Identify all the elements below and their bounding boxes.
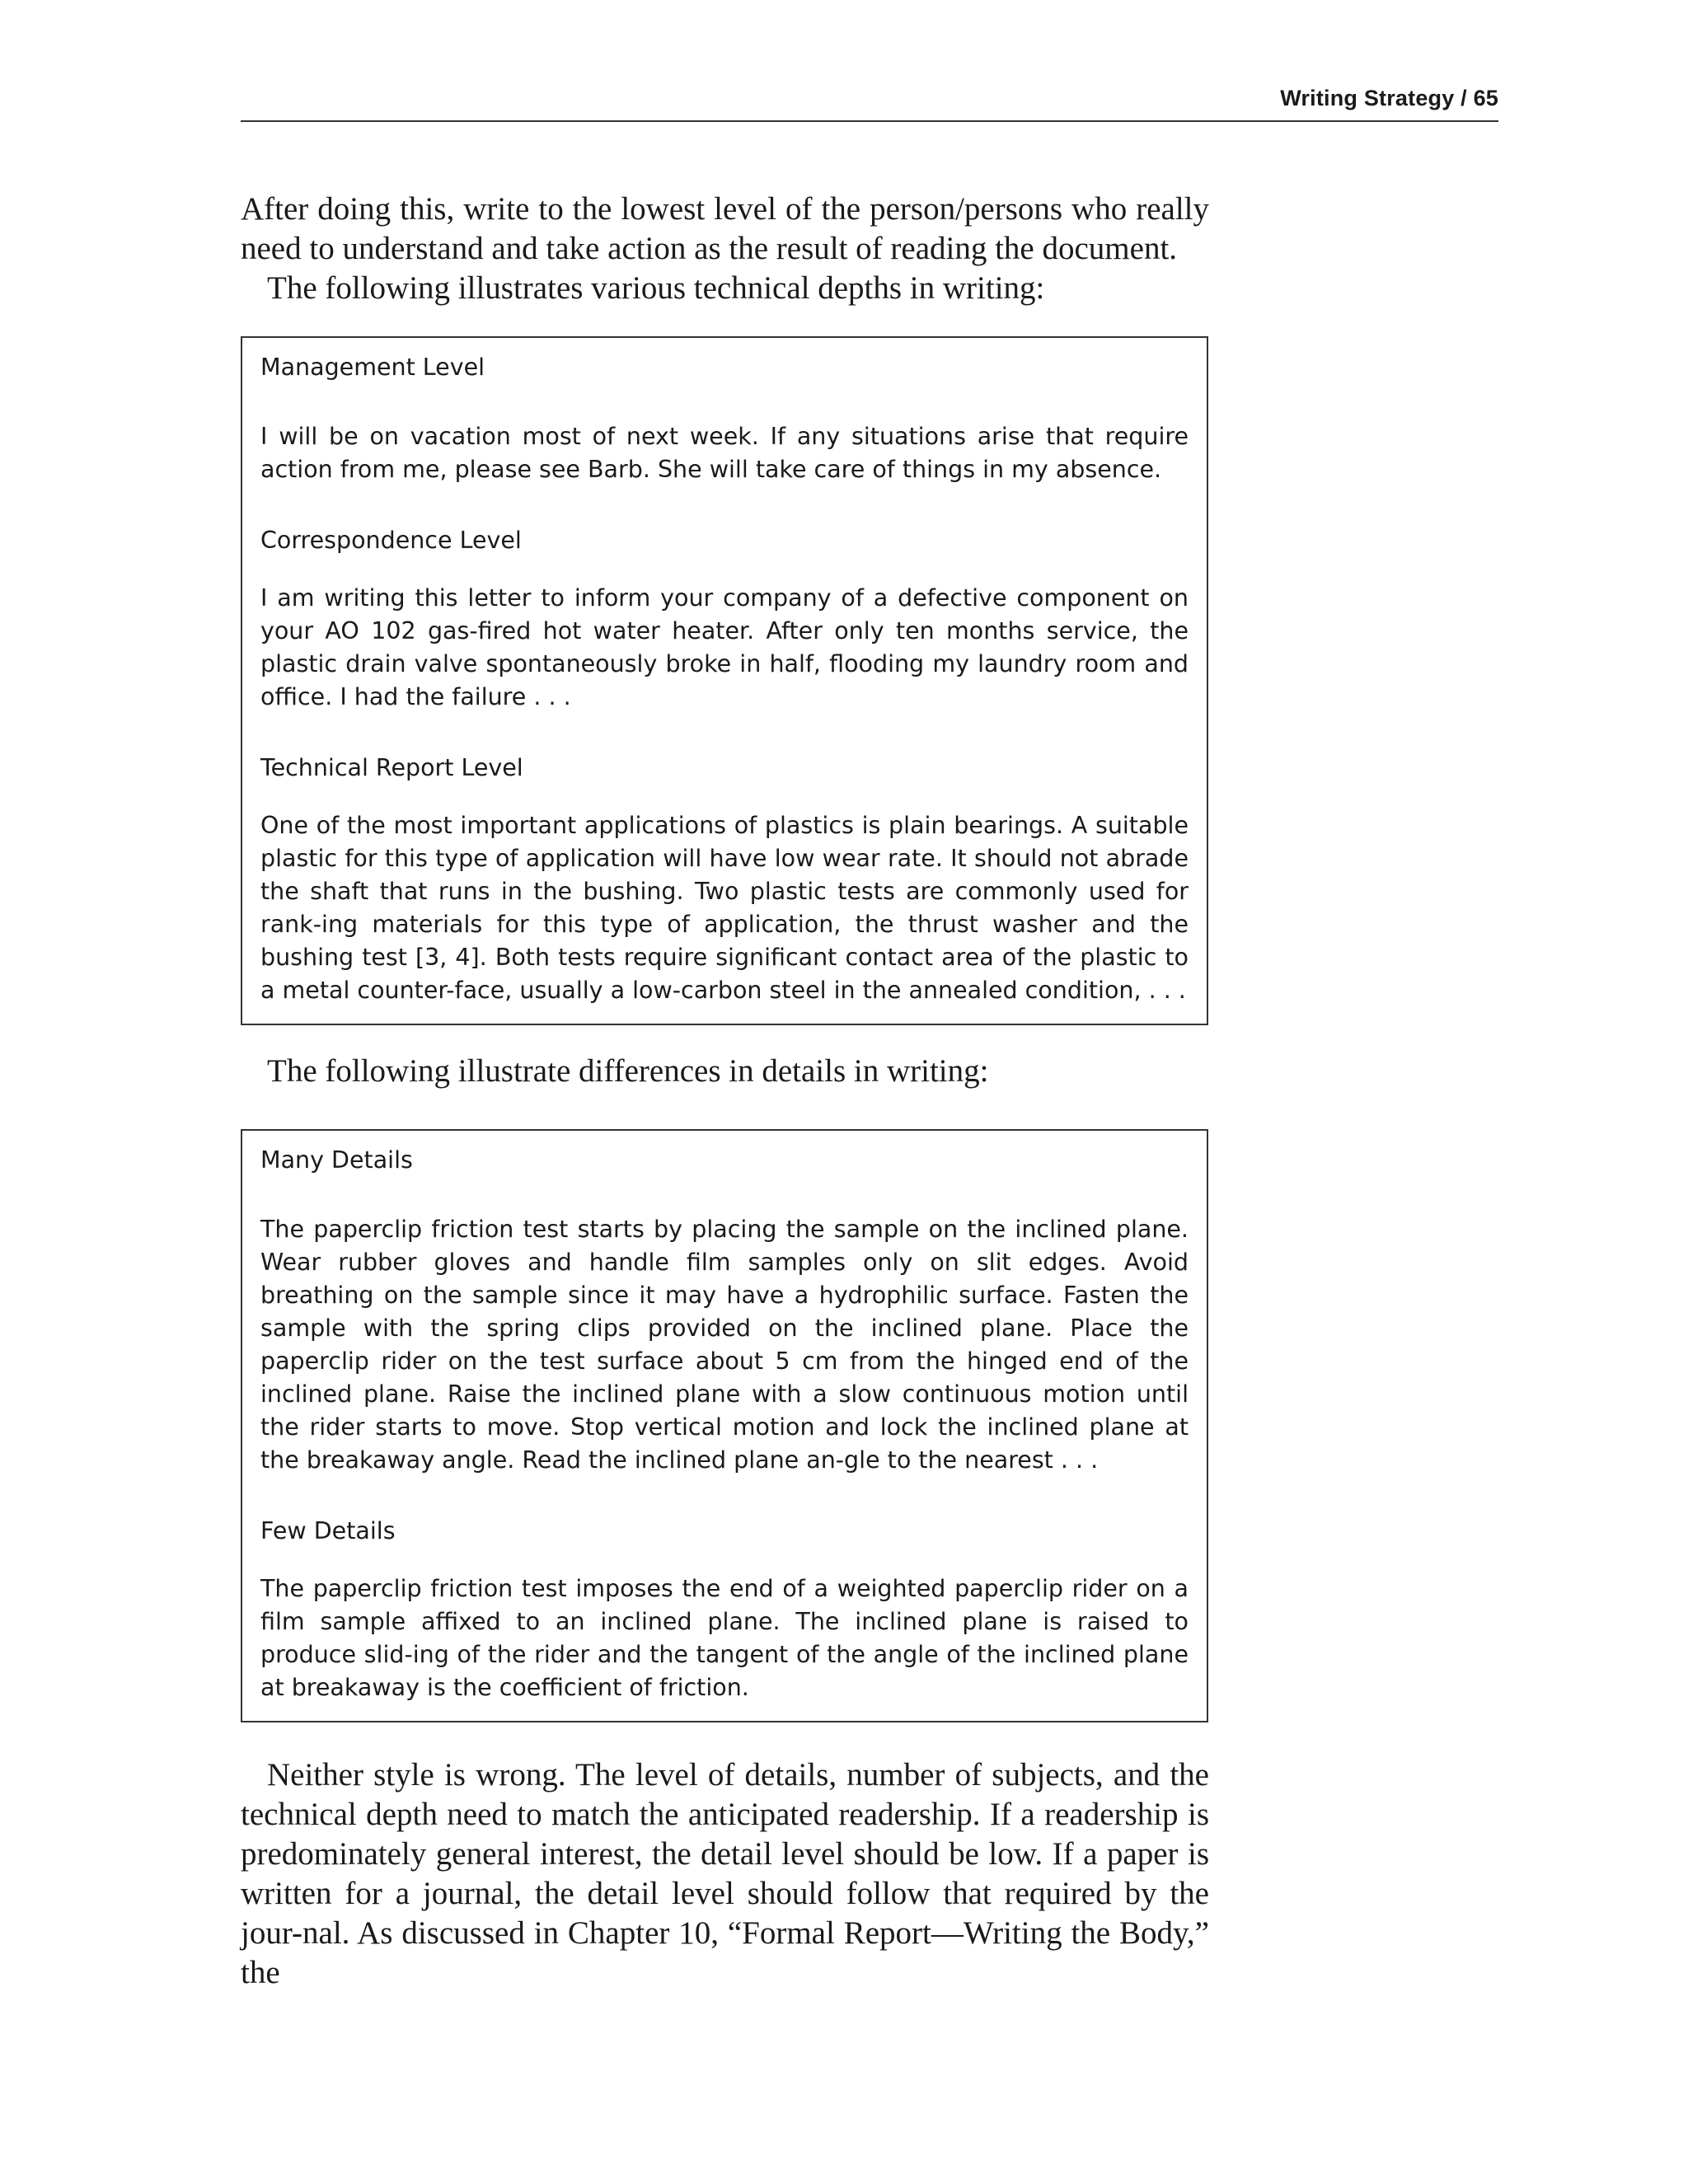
few-details-text: The paperclip friction test imposes the end of a weighted paperclip rider on a film sample affixed to an inclined plane. The inclined plane is raised to produce slid-ing of the rider and the tangent of the angle of the inclined plane at breakaway is the coefficient of friction. — [260, 1575, 1189, 1701]
many-details-text: The paperclip friction test starts by placing the sample on the inclined plane. Wear rubber gloves and handle film samples only on slit edges. Avoid breathing on the sample since it may have a hydrophilic surface. Fasten the sample with the spring clips provided on the inclined plane. Place the paperclip rider on the test surface about 5 cm from the hinged end of the inclined plane. Raise the inclined plane with a slow continuous motion until the rider starts to move. Stop vertical motion and lock the inclined plane at the breakaway angle. Read the inclined plane an-gle to the nearest . . . — [260, 1216, 1189, 1474]
correspondence-level-text: I am writing this letter to inform your company of a defective component on your AO 102 gas-fired hot water heater. After only ten months service, the plastic drain valve spontaneously broke in half, flooding my laundry room and office. I had the failure . . . — [260, 584, 1189, 710]
running-head-text: Writing Strategy / 65 — [1280, 86, 1498, 110]
technical-depth-box — [241, 336, 1208, 1025]
many-details-heading: Many Details — [260, 1146, 413, 1174]
closing-paragraph: Neither style is wrong. The level of details, number of subjects, and the technical depth need to match the anticipated readership. If a readership is predominately general interest, the detail level should be low. If a paper is written for a journal, the detail level should follow that required by the jour-nal. As discussed in Chapter 10, “Formal Report—Writing the Body,” the — [241, 1757, 1209, 1990]
running-head — [241, 82, 1498, 122]
intro-lead-in: The following illustrates various technical depths in writing: — [267, 270, 1045, 306]
management-level-heading: Management Level — [260, 354, 485, 381]
correspondence-level-heading: Correspondence Level — [260, 527, 522, 554]
details-box — [241, 1129, 1208, 1722]
few-details-heading: Few Details — [260, 1517, 396, 1544]
management-level-text: I will be on vacation most of next week. If any situations arise that require action from me, please see Barb. She will take care of things in my absence. — [260, 423, 1189, 483]
technical-report-level-text: One of the most important applications of plastics is plain bearings. A suitable plastic for this type of application will have low wear rate. It should not abrade the shaft that runs in the bushing. Two plastic tests are commonly used for rank-ing materials for this type of application, the thrust washer and the bushing test [3, 4]. Both tests require significant contact area of the plastic to a metal counter-face, usually a low-carbon steel in the annealed condition, . . . — [260, 812, 1189, 1004]
technical-report-level-heading: Technical Report Level — [260, 754, 523, 781]
intro-paragraph: After doing this, write to the lowest level of the person/persons who really need to understand and take action as the result of reading the document. — [241, 191, 1209, 266]
details-lead-in: The following illustrate differences in details in writing: — [267, 1053, 989, 1089]
